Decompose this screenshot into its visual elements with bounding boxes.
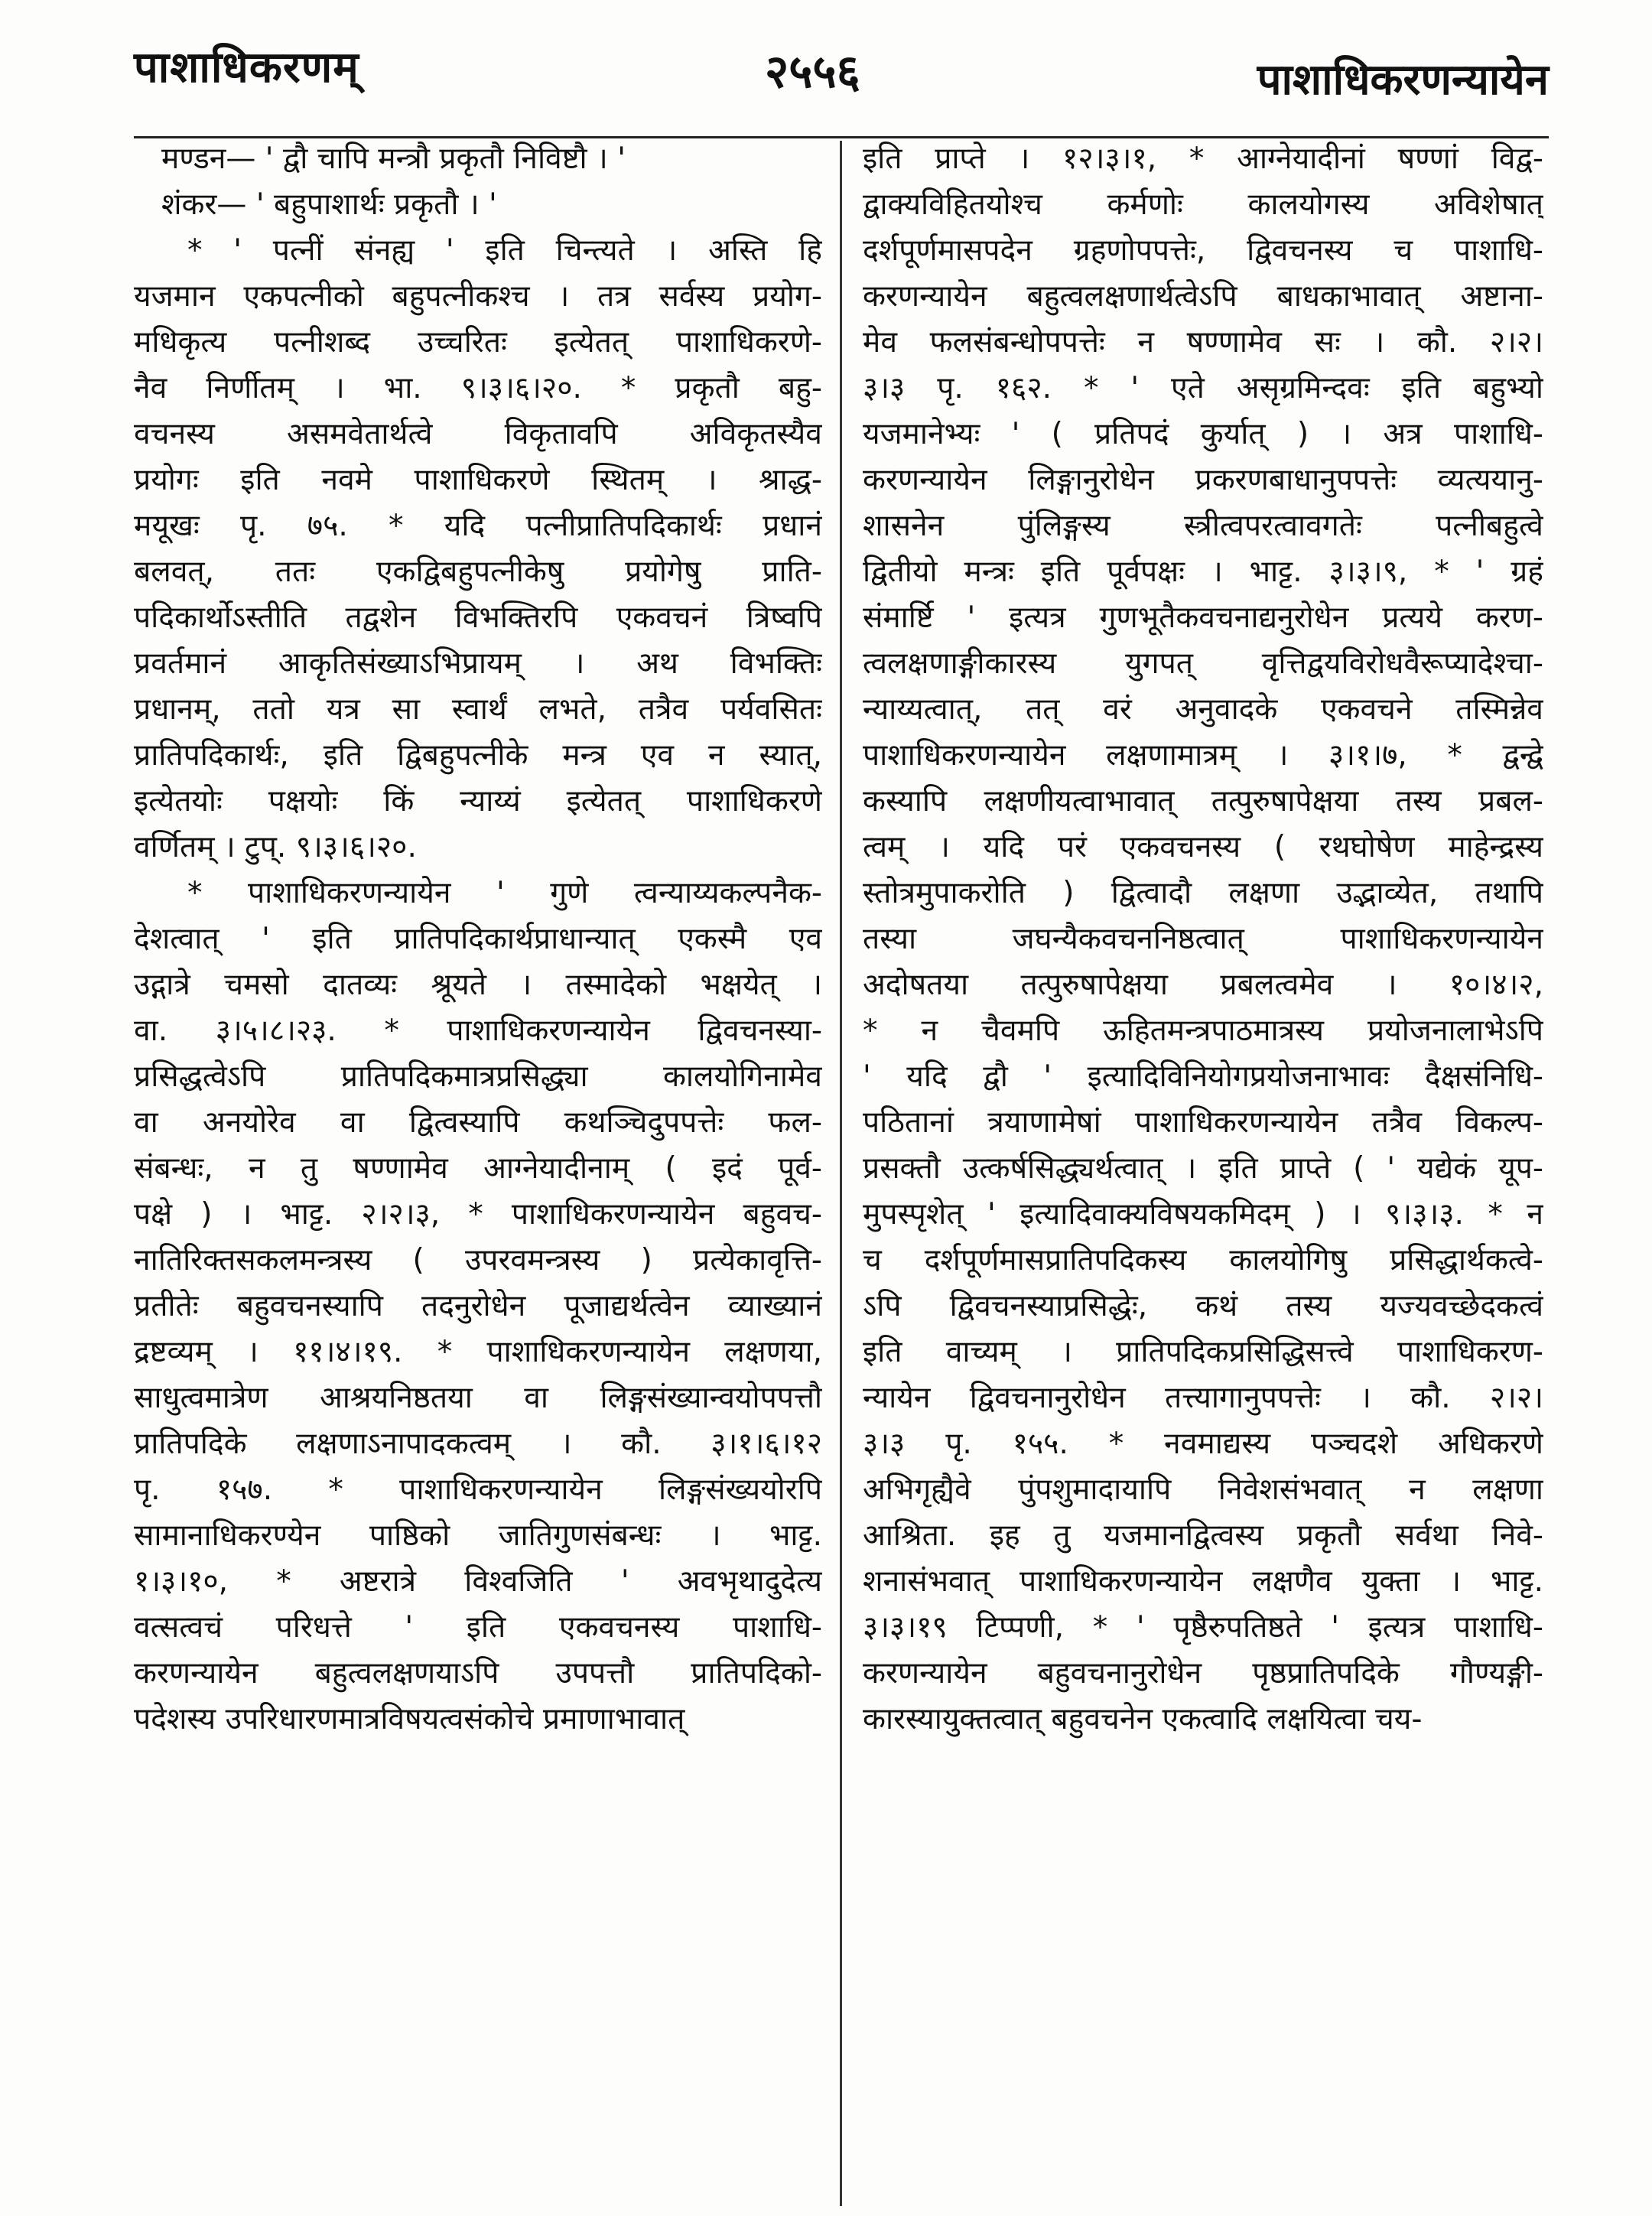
text-line: द्वितीयो मन्त्रः इति पूर्वपक्षः । भाट्ट. ३।३।९, * ' ग्रहं bbox=[863, 555, 1543, 589]
text-line: करणन्यायेन बहुत्वलक्षणार्थत्वेऽपि बाधकाभावात् अष्टाना- bbox=[863, 279, 1543, 314]
text-line: इति वाच्यम् । प्रातिपदिकप्रसिद्धिसत्त्वे पाशाधिकरण- bbox=[863, 1335, 1543, 1369]
text-line: पृ. १५७. * पाशाधिकरणन्यायेन लिङ्गसंख्ययोरपि bbox=[134, 1472, 822, 1507]
text-line: शनासंभवात् पाशाधिकरणन्यायेन लक्षणैव युक्ता । भाट्ट. bbox=[863, 1564, 1543, 1599]
text-line: प्रवर्तमानं आकृतिसंख्याऽभिप्रायम् । अथ विभक्तिः bbox=[134, 646, 822, 681]
text-line: मेव फलसंबन्धोपपत्तेः न षण्णामेव सः । कौ. २।२। bbox=[863, 325, 1543, 360]
text-line: प्रातिपदिकार्थः, इति द्विबहुपत्नीके मन्त्र एव न स्यात्, bbox=[134, 738, 822, 773]
text-line: मधिकृत्य पत्नीशब्द उच्चरितः इत्येतत् पाशाधिकरणे- bbox=[134, 325, 822, 360]
text-line: पठितानां त्रयाणामेषां पाशाधिकरणन्यायेन तत्रैव विकल्प- bbox=[863, 1105, 1543, 1140]
text-line: संबन्धः, न तु षण्णामेव आग्नेयादीनाम् ( इदं पूर्व- bbox=[134, 1151, 822, 1186]
text-line: च दर्शपूर्णमासप्रातिपदिकस्य कालयोगिषु प्रसिद्धार्थकत्वे- bbox=[863, 1243, 1543, 1277]
text-line: * पाशाधिकरणन्यायेन ' गुणे त्वन्याय्यकल्पनैक- bbox=[187, 876, 822, 910]
text-line: ३।३ पृ. १५५. * नवमाद्यस्य पञ्चदशे अधिकरणे bbox=[863, 1427, 1543, 1461]
right-column bbox=[863, 136, 1543, 1743]
running-head-right: पाशाधिकरणन्यायेन bbox=[1257, 55, 1549, 105]
text-line: पाशाधिकरणन्यायेन लक्षणामात्रम् । ३।१।७, * द्वन्द्वे bbox=[863, 738, 1543, 773]
text-line: करणन्यायेन बहुवचनानुरोधेन पृष्ठप्रातिपदिके गौण्यङ्गी- bbox=[863, 1656, 1543, 1690]
text-line: बलवत्, ततः एकद्विबहुपत्नीकेषु प्रयोगेषु प्राति- bbox=[134, 555, 822, 589]
text-line: वा अनयोरेव वा द्वित्वस्यापि कथञ्चिदुपपत्तेः फल- bbox=[134, 1105, 822, 1140]
text-line: अभिगृह्यैवे पुंपशुमादायापि निवेशसंभवात् न लक्षणा bbox=[863, 1472, 1543, 1507]
text-line: ऽपि द्विवचनस्याप्रसिद्धेः, कथं तस्य यज्यवच्छेदकत्वं bbox=[863, 1289, 1543, 1323]
text-line: प्रतीतेः बहुवचनस्यापि तदनुरोधेन पूजाद्यर्थत्वेन व्याख्यानं bbox=[134, 1289, 822, 1323]
text-line: करणन्यायेन लिङ्गानुरोधेन प्रकरणबाधानुपपत्तेः व्यत्ययानु- bbox=[863, 463, 1543, 497]
text-line: * ' पत्नीं संनह्य ' इति चिन्त्यते । अस्ति हि bbox=[187, 233, 822, 268]
text-line: प्रधानम्, ततो यत्र सा स्वार्थं लभते, तत्रैव पर्यवसितः bbox=[134, 692, 822, 727]
text-line: वा. ३।५।८।२३. * पाशाधिकरणन्यायेन द्विवचनस्या- bbox=[134, 1014, 822, 1048]
text-line: प्रातिपदिके लक्षणाऽनापादकत्वम् । कौ. ३।१।६।१२ bbox=[134, 1427, 822, 1461]
text-line: इत्येतयोः पक्षयोः किं न्याय्यं इत्येतत् पाशाधिकरणे bbox=[134, 784, 822, 818]
text-line: मयूखः पृ. ७५. * यदि पत्नीप्रातिपदिकार्थः प्रधानं bbox=[134, 509, 822, 543]
text-line: शंकर— ' बहुपाशार्थः प्रकृतौ । ' bbox=[161, 187, 497, 222]
left-column bbox=[134, 136, 822, 1743]
text-line: सामानाधिकरण्येन पाष्ठिको जातिगुणसंबन्धः । भाट्ट. bbox=[134, 1518, 822, 1553]
text-line: इति प्राप्ते । १२।३।१, * आग्नेयादीनां षण्णां विद्व- bbox=[863, 142, 1543, 176]
column-divider bbox=[840, 141, 842, 2206]
text-line: न्यायेन द्विवचनानुरोधेन तत्त्यागानुपपत्तेः । कौ. २।२। bbox=[863, 1381, 1543, 1415]
text-line: पदिकार्थोऽस्तीति तद्वशेन विभक्तिरपि एकवचनं त्रिष्वपि bbox=[134, 600, 822, 635]
text-line: संमार्ष्टि ' इत्यत्र गुणभूतैकवचनाद्यनुरोधेन प्रत्यये करण- bbox=[863, 600, 1543, 635]
text-line: द्रष्टव्यम् । ११।४।१९. * पाशाधिकरणन्यायेन लक्षणया, bbox=[134, 1335, 822, 1369]
text-line: ३।३ पृ. १६२. * ' एते असृग्रमिन्दवः इति बहुभ्यो bbox=[863, 371, 1543, 405]
text-line: स्तोत्रमुपाकरोति ) द्वित्वादौ लक्षणा उद्भाव्येत, तथापि bbox=[863, 876, 1543, 910]
text-line: ३।३।१९ टिप्पणी, * ' पृष्ठैरुपतिष्ठते ' इत्यत्र पाशाधि- bbox=[863, 1610, 1543, 1645]
text-line: वचनस्य असमवेतार्थत्वे विकृतावपि अविकृतस्यैव bbox=[134, 417, 822, 451]
text-line: तस्या जघन्यैकवचननिष्ठत्वात् पाशाधिकरणन्यायेन bbox=[863, 922, 1543, 956]
text-line: उद्गात्रे चमसो दातव्यः श्रूयते । तस्मादेको भक्षयेत् । bbox=[134, 968, 822, 1002]
text-line: मुपस्पृशेत् ' इत्यादिवाक्यविषयकमिदम् ) । ९।३।३. * न bbox=[863, 1197, 1543, 1232]
text-line: प्रयोगः इति नवमे पाशाधिकरणे स्थितम् । श्राद्ध- bbox=[134, 463, 822, 497]
text-line: नैव निर्णीतम् । भा. ९।३।६।२०. * प्रकृतौ बहु- bbox=[134, 371, 822, 405]
text-line: दर्शपूर्णमासपदेन ग्रहणोपपत्तेः, द्विवचनस्य च पाशाधि- bbox=[863, 233, 1543, 268]
text-line: कारस्यायुक्तत्वात् बहुवचनेन एकत्वादि लक्षयित्वा चय- bbox=[863, 1702, 1423, 1736]
text-line: करणन्यायेन बहुत्वलक्षणयाऽपि उपपत्तौ प्रातिपदिको- bbox=[134, 1656, 822, 1690]
running-head-left: पाशाधिकरणम् bbox=[134, 43, 359, 93]
text-line: प्रसिद्धत्वेऽपि प्रातिपदिकमात्रप्रसिद्ध्या कालयोगिनामेव bbox=[134, 1059, 822, 1094]
text-line: पदेशस्य उपरिधारणमात्रविषयत्वसंकोचे प्रमाणाभावात् bbox=[134, 1702, 685, 1736]
text-line: वर्णितम् । टुप्. ९।३।६।२०. bbox=[134, 830, 417, 864]
text-line: त्वलक्षणाङ्गीकारस्य युगपत् वृत्तिद्वयविरोधवैरूप्यादेश्चा- bbox=[863, 646, 1543, 681]
text-line: १।३।१०, * अष्टरात्रे विश्वजिति ' अवभृथादुदेत्य bbox=[134, 1564, 822, 1599]
text-line: ' यदि द्वौ ' इत्यादिविनियोगप्रयोजनाभावः दैक्षसंनिधि- bbox=[863, 1059, 1543, 1094]
text-line: शासनेन पुंलिङ्गस्य स्त्रीत्वपरत्वावगतेः पत्नीबहुत्वे bbox=[863, 509, 1543, 543]
text-line: अदोषतया तत्पुरुषापेक्षया प्रबलत्वमेव । १०।४।२, bbox=[863, 968, 1543, 1002]
text-line: द्वाक्यविहितयोश्च कर्मणोः कालयोगस्य अविशेषात् bbox=[863, 187, 1543, 222]
text-line: न्याय्यत्वात्, तत् वरं अनुवादके एकवचने तस्मिन्नेव bbox=[863, 692, 1543, 727]
text-line: नातिरिक्तसकलमन्त्रस्य ( उपरवमन्त्रस्य ) प्रत्येकावृत्ति- bbox=[134, 1243, 822, 1277]
text-line: पक्षे ) । भाट्ट. २।२।३, * पाशाधिकरणन्यायेन बहुवच- bbox=[134, 1197, 822, 1232]
text-line: आश्रिता. इह तु यजमानद्वित्वस्य प्रकृतौ सर्वथा निवे- bbox=[863, 1518, 1543, 1553]
text-line: प्रसक्तौ उत्कर्षसिद्ध्यर्थत्वात् । इति प्राप्ते ( ' यद्येकं यूप- bbox=[863, 1151, 1543, 1186]
text-line: देशत्वात् ' इति प्रातिपदिकार्थप्राधान्यात् एकस्मै एव bbox=[134, 922, 822, 956]
text-line: मण्डन— ' द्वौ चापि मन्त्रौ प्रकृतौ निविष्टौ । ' bbox=[161, 142, 626, 176]
text-line: यजमान एकपत्नीको बहुपत्नीकश्च । तत्र सर्वस्य प्रयोग- bbox=[134, 279, 822, 314]
text-line: साधुत्वमात्रेण आश्रयनिष्ठतया वा लिङ्गसंख्यान्वयोपपत्तौ bbox=[134, 1381, 822, 1415]
text-line: कस्यापि लक्षणीयत्वाभावात् तत्पुरुषापेक्षया तस्य प्रबल- bbox=[863, 784, 1543, 818]
page-header bbox=[0, 21, 1652, 113]
text-line: यजमानेभ्यः ' ( प्रतिपदं कुर्यात् ) । अत्र पाशाधि- bbox=[863, 417, 1543, 451]
page-number: २५५६ bbox=[765, 45, 860, 99]
text-line: त्वम् । यदि परं एकवचनस्य ( रथघोषेण माहेन्द्रस्य bbox=[863, 830, 1543, 864]
text-line: वत्सत्वचं परिधत्ते ' इति एकवचनस्य पाशाधि- bbox=[134, 1610, 822, 1645]
text-line: * न चैवमपि ऊहितमन्त्रपाठमात्रस्य प्रयोजनालाभेऽपि bbox=[863, 1014, 1543, 1048]
